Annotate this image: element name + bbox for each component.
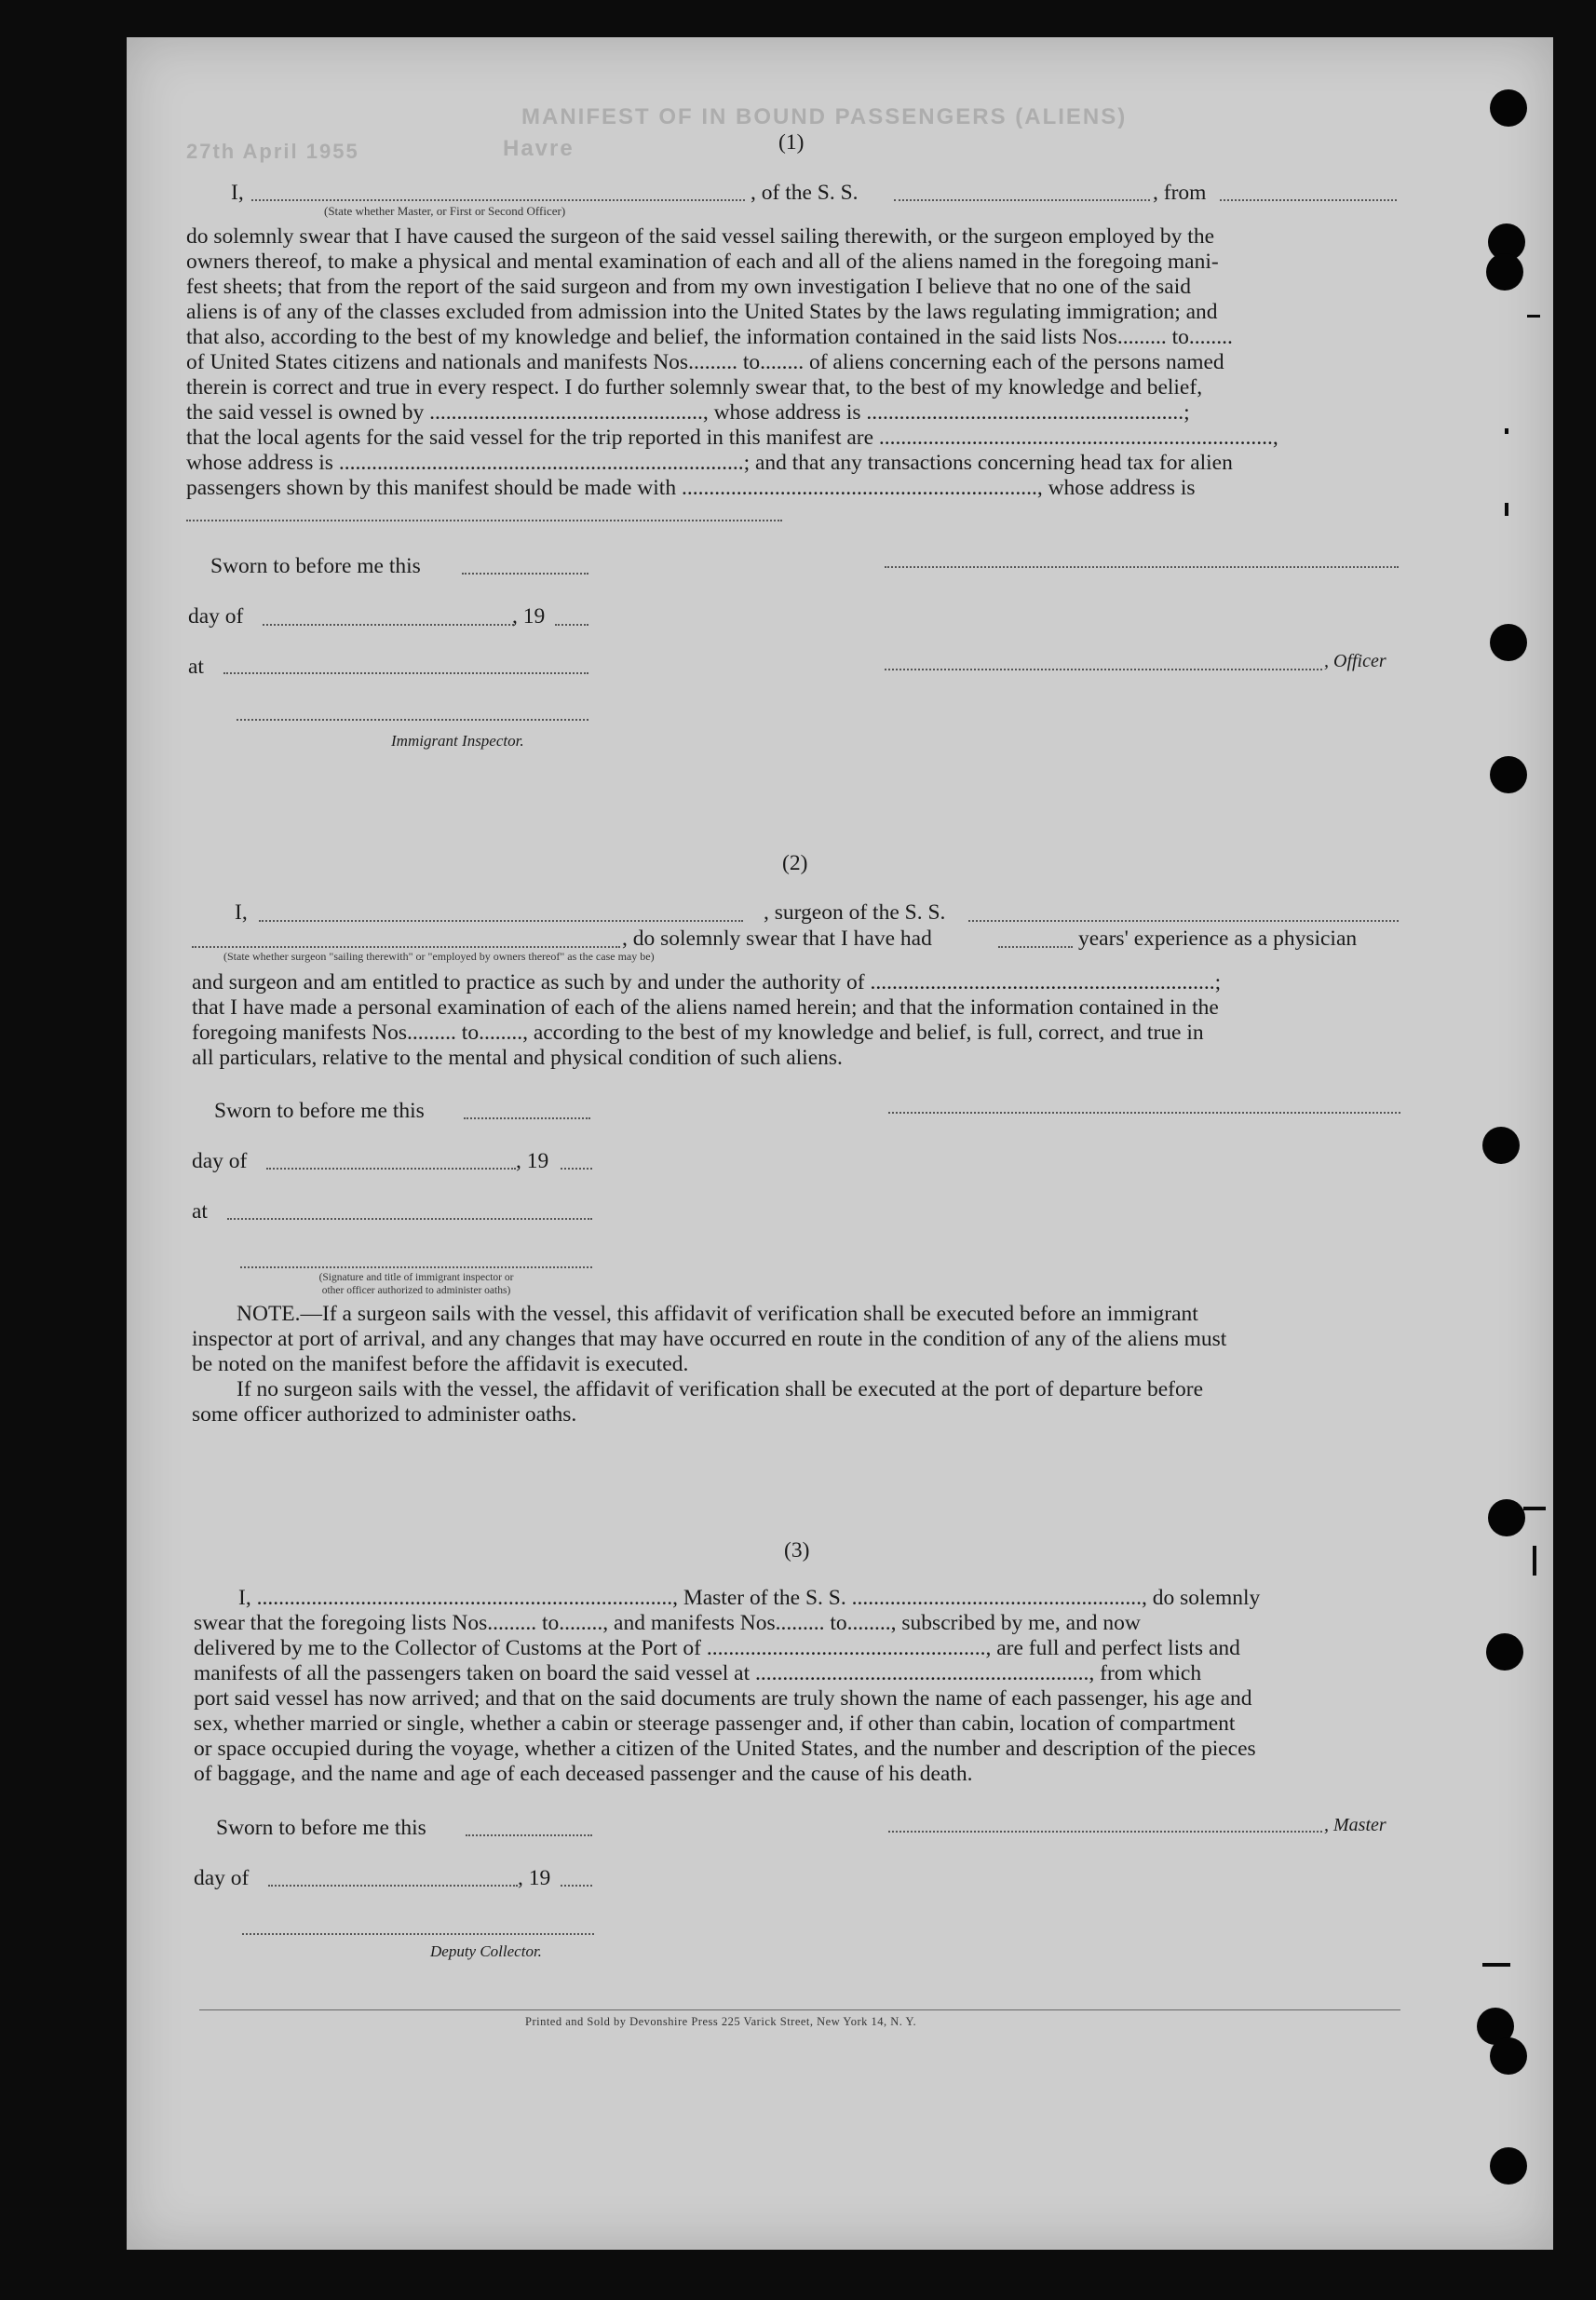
section3-body: I, ............................................................................, Master of the S. S. ....................................................., do solemnly swear that the foregoing lists Nos......... to........, and manifests Nos......... to........, subscribed by me, and now delivered by me to the Collector of Customs at the Port of ..................................................., are full and perfect lists and manifests of all the passengers taken on board the said vessel at ............................................................., from which port said vessel has now arrived; and that on the said documents are truly shown the name of each passenger, his age and sex, whether married or single, whether a cabin or steerage passenger and, if other than cabin, location of compartment or space occupied during the voyage, whether a citizen of the United States, and the number and description of the pieces of baggage, and the name and age of each deceased passenger and the cause of his death. xyxy=(194,1586,1261,1786)
signature-note-1: (Signature and title of immigrant inspector or xyxy=(318,1272,514,1283)
section2-I: I, xyxy=(235,900,248,925)
section2-sworn-field xyxy=(464,1117,590,1119)
binder-hole xyxy=(1486,253,1523,291)
section2-number: (2) xyxy=(782,851,808,875)
binder-hole xyxy=(1490,756,1527,793)
section2-day-of: day of xyxy=(192,1149,248,1173)
surgeon-note: (State whether surgeon "sailing therewith" or "employed by owners thereof" as the case may be) xyxy=(223,950,655,963)
section1-at: at xyxy=(188,655,204,679)
section3-sworn-field xyxy=(466,1834,592,1836)
section1-at-field xyxy=(223,672,588,674)
printer-footer: Printed and Sold by Devonshire Press 225 Varick Street, New York 14, N. Y. xyxy=(525,2015,917,2028)
section1-sworn: Sworn to before me this xyxy=(210,554,421,578)
port-from-field xyxy=(1220,199,1397,201)
surgeon-status-field xyxy=(192,946,620,948)
section1-of-ss: , of the S. S. xyxy=(751,181,859,205)
surgeon-name-field xyxy=(259,920,743,922)
section1-day-of: day of xyxy=(188,604,244,629)
officer-note: (State whether Master, or First or Second Officer) xyxy=(324,204,566,218)
edge-mark xyxy=(1505,503,1508,516)
section1-from: , from xyxy=(1153,181,1207,205)
deputy-collector-label: Deputy Collector. xyxy=(430,1942,542,1960)
footer-rule xyxy=(199,2009,1400,2010)
section2-signature-field xyxy=(888,1112,1400,1114)
collector-signature-line xyxy=(242,1933,594,1935)
section3-year: , 19 xyxy=(518,1866,551,1890)
section2-year: , 19 xyxy=(516,1149,549,1173)
signature-note-2: other officer authorized to administer oaths) xyxy=(321,1285,511,1296)
binder-hole xyxy=(1482,1127,1520,1164)
edge-mark xyxy=(1527,315,1540,318)
master-signature-field xyxy=(888,1831,1322,1833)
section3-number: (3) xyxy=(784,1538,810,1563)
section1-day-field xyxy=(263,624,514,626)
immigrant-inspector-label: Immigrant Inspector. xyxy=(391,732,524,750)
surgeon-note-paragraph: NOTE.—If a surgeon sails with the vessel, this affidavit of verification shall be executed before an immigrant inspector at port of arrival, and any changes that may have occurred en route in the condition of any of the aliens must be noted on the manifest before the affidavit is executed. If no surgeon sails with the vessel, the affidavit of verification shall be executed at the port of departure before some officer authorized to administer oaths. xyxy=(192,1302,1227,1427)
years-experience-field xyxy=(998,946,1073,948)
binder-hole xyxy=(1490,624,1527,661)
section3-day-of: day of xyxy=(194,1866,250,1890)
binder-hole xyxy=(1490,89,1527,127)
section1-officer-label: , Officer xyxy=(1324,651,1386,671)
binder-hole xyxy=(1490,2037,1527,2075)
section2-swear: , do solemnly swear that I have had xyxy=(622,927,932,951)
section2-body: and surgeon and am entitled to practice as such by and under the authority of ...............................................................; that I have made a personal examination of each of the aliens named herein; and that the information contained in the foregoing manifests Nos......... to........, according to the best of my knowledge and belief, is full, correct, and true in all particulars, relative to the mental and physical condition of such aliens. xyxy=(192,970,1222,1070)
section2-day-field xyxy=(266,1168,516,1170)
master-name-field xyxy=(251,199,745,201)
section2-ship-field xyxy=(968,920,1399,922)
section1-signature-field xyxy=(885,566,1399,568)
binder-hole xyxy=(1486,1633,1523,1671)
section1-body: do solemnly swear that I have caused the surgeon of the said vessel sailing therewith, or the surgeon employed by the owners thereof, to make a physical and mental examination of each and all of the aliens named in the foregoing mani- fest sheets; that from the report of the said surgeon and from my own investigation I believe that no one of the said aliens is of any of the classes excluded from admission into the United States by the laws regulating immigration; and that also, according to the best of my knowledge and belief, the information contained in the said lists Nos......... to........ of United States citizens and nationals and manifests Nos......... to........ of aliens concerning each of the persons named therein is correct and true in every respect. I do further solemnly swear that, to the best of my knowledge and belief, the said vessel is owned by .................................................., whose address is ..........................................................; that the local agents for the said vessel for the trip reported in this manifest are ........................................................................, whose address is ..........................................................................; and that any transactions concerning head tax for alien passengers shown by this manifest should be made with ................................................................., whose address is xyxy=(186,224,1278,500)
binder-hole xyxy=(1490,2147,1527,2185)
section2-year-field xyxy=(561,1168,592,1170)
inspector-signature-line xyxy=(237,719,588,721)
section2-inspector-line xyxy=(240,1266,592,1268)
section2-at-field xyxy=(227,1218,592,1220)
section2-sworn: Sworn to before me this xyxy=(214,1099,425,1123)
section3-day-field xyxy=(268,1885,518,1887)
master-label: , Master xyxy=(1324,1815,1386,1835)
edge-mark xyxy=(1533,1546,1536,1576)
edge-mark xyxy=(1505,428,1508,434)
section3-sworn: Sworn to before me this xyxy=(216,1816,426,1840)
transactions-address-line xyxy=(186,520,782,521)
section1-sworn-field xyxy=(462,573,588,575)
section1-I: I, xyxy=(231,181,244,205)
ghost-header-line1: MANIFEST OF IN BOUND PASSENGERS (ALIENS) xyxy=(521,104,1128,129)
edge-mark xyxy=(1482,1963,1510,1967)
section1-officer-field xyxy=(885,669,1322,670)
section2-surgeon-of: , surgeon of the S. S. xyxy=(764,900,946,925)
ghost-header-line3: 27th April 1955 xyxy=(186,140,359,163)
section1-year: , 19 xyxy=(512,604,546,629)
edge-mark xyxy=(1523,1507,1546,1510)
section3-year-field xyxy=(561,1885,592,1887)
ghost-header-line2: Havre xyxy=(503,136,575,161)
section1-number: (1) xyxy=(778,130,805,155)
section2-years: years' experience as a physician xyxy=(1078,927,1358,951)
section1-year-field xyxy=(555,624,588,626)
binder-hole xyxy=(1488,1499,1525,1536)
ship-name-field xyxy=(894,199,1150,201)
section2-at: at xyxy=(192,1199,208,1224)
